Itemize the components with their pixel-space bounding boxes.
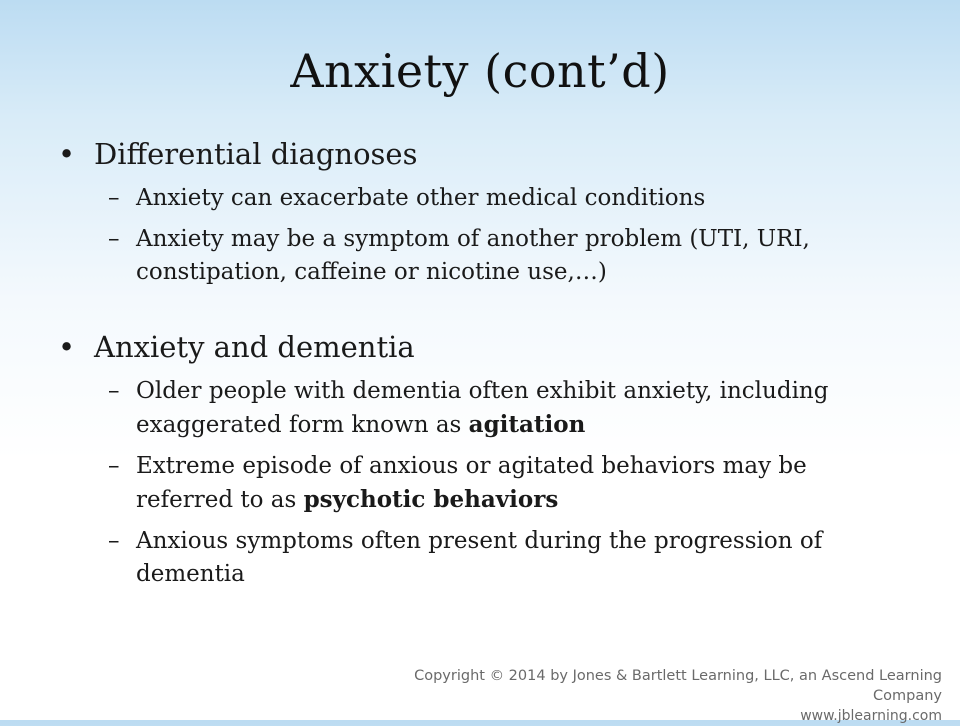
sub-bullet-text: Anxiety may be a symptom of another problem (UTI, URI, constipation, caffeine or nicotine use,…) [136, 226, 810, 285]
bullet-text: Differential diagnoses [94, 137, 418, 171]
sub-bullet [58, 525, 898, 591]
dash-icon: – [108, 378, 120, 404]
publisher-url: www.jblearning.com [800, 708, 942, 724]
sub-bullet-text: Anxious symptoms often present during the progression of dementia [136, 528, 823, 587]
sub-bullet-text [136, 453, 807, 513]
sub-bullet-text [136, 378, 828, 438]
bullet-text: Anxiety and dementia [94, 330, 415, 364]
footer [382, 666, 942, 726]
slide-content [58, 132, 898, 599]
spacer [58, 297, 898, 325]
sub-bullet [58, 375, 898, 442]
dash-icon: – [108, 185, 120, 211]
sub-bullet-text-plain: Older people with dementia often exhibit anxiety, including exaggerated form known as [136, 378, 829, 438]
dash-icon: – [108, 226, 120, 252]
dash-icon: – [108, 453, 120, 479]
bullet-icon: • [58, 330, 76, 364]
sub-bullet [58, 182, 898, 215]
sub-bullet-text: Anxiety can exacerbate other medical conditions [136, 185, 706, 211]
dash-icon: – [108, 528, 120, 554]
bullet-differential-diagnoses [58, 132, 898, 176]
slide-title: Anxiety (cont’d) [290, 44, 670, 98]
sub-bullet [58, 450, 898, 517]
bullet-anxiety-and-dementia [58, 325, 898, 369]
emphasis-term-psychotic-behaviors: psychotic behaviors [303, 486, 559, 513]
sub-bullet-text-plain: Extreme episode of anxious or agitated behaviors may be referred to as [136, 453, 807, 513]
copyright-notice: Copyright © 2014 by Jones & Bartlett Learning, LLC, an Ascend Learning Company [414, 668, 942, 704]
sub-bullet [58, 223, 898, 289]
bullet-icon: • [58, 137, 76, 171]
emphasis-term-agitation: agitation [468, 411, 586, 438]
